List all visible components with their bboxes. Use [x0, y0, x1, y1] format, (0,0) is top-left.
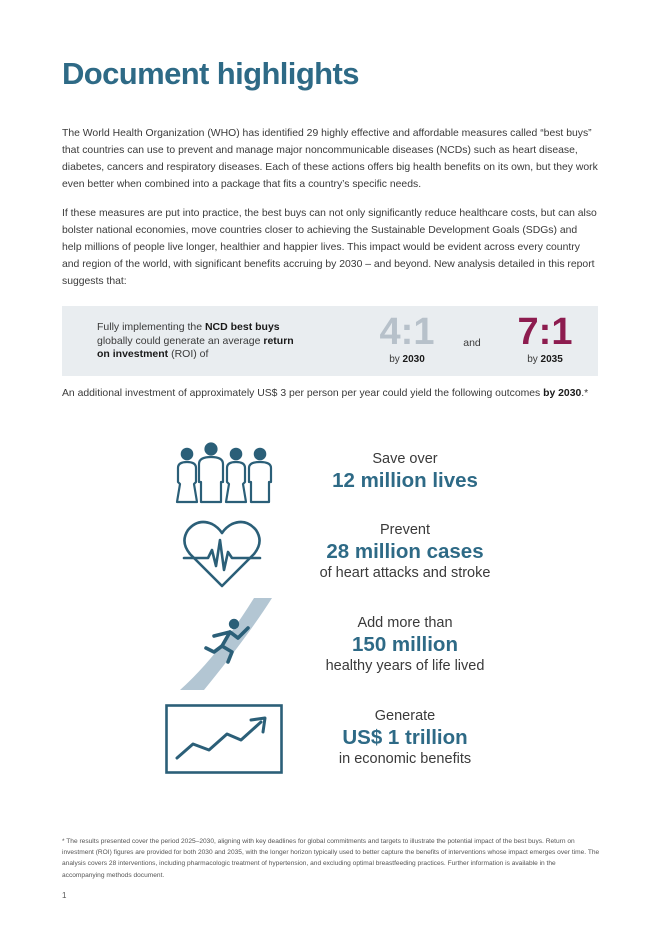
page-title: Document highlights	[62, 56, 359, 91]
by-label: by	[389, 354, 403, 365]
running-person-icon	[178, 596, 274, 692]
outcome-post-text: of heart attacks and stroke	[319, 565, 491, 581]
page-number: 1	[62, 891, 67, 900]
outcome-figure: 12 million lives	[332, 469, 478, 492]
roi-text-part: (ROI) of	[168, 348, 209, 360]
outcome-figure: 150 million	[352, 633, 458, 656]
roi-description	[97, 321, 302, 362]
heart-pulse-icon	[182, 518, 262, 592]
intro-paragraph-1: The World Health Organization (WHO) has identified 29 highly effective and affordable measures called “best buys” that countries can use to prevent and manage major noncommunicable diseases (NCDs) such as heart disease, diabetes, cancers and respiratory diseases. Each of these actions offers big health benefits on its own, but they work even better when combined into a package that fits a country’s specific needs.	[62, 128, 598, 190]
outcome-pre-text: Save over	[372, 451, 438, 467]
outcome-figure: 28 million cases	[326, 540, 484, 563]
footnote: * The results presented cover the period 2025–2030, aligning with key deadlines for global commitments and targets to illustrate the potential impact of the best buys. Return on investment (ROI) figures are provided for both 2030 and 2035, with the longer horizon typically used to better capture the benefits of interventions whose impact emerges over time. The analysis covers 28 interventions, including pharmacologic treatment of hypertension, and excluding optimal breastfeeding practices. Further information is available in the accompanying methods document.	[62, 838, 600, 879]
outcome-prevent-cases	[300, 521, 510, 583]
roi-year-2030	[368, 354, 446, 365]
year-label: 2030	[402, 354, 425, 365]
additional-bold-year: by 2030	[543, 388, 582, 399]
additional-investment-text	[62, 386, 602, 401]
year-label: 2035	[540, 354, 563, 365]
additional-suffix: .*	[581, 388, 589, 399]
intro-paragraph-2: If these measures are put into practice, the best buys can not only significantly reduce healthcare costs, but can also bolster national economies, move countries closer to achieving the Sustainable Development Goals (SDGs) and help millions of people live longer, healthier and happier lives. This impact would be evident across every country and region of the world, with significant benefits accruing by 2030 – and beyond. New analysis detailed in this report suggests that:	[62, 208, 597, 287]
roi-bold-return: return on investment	[97, 334, 294, 360]
trend-chart-icon	[165, 704, 283, 774]
outcome-pre-text: Prevent	[380, 522, 430, 538]
outcome-post-text: in economic benefits	[338, 751, 472, 767]
roi-bold-best-buys: NCD best buys	[204, 321, 280, 333]
people-icon	[170, 440, 276, 506]
roi-text-part: globally could generate an average	[97, 334, 264, 347]
additional-text: An additional investment of approximately US$ 3 per person per year could yield the following outcomes	[62, 388, 544, 399]
by-label: by	[527, 354, 541, 365]
roi-callout-box	[62, 306, 598, 376]
outcome-pre-text: Add more than	[357, 615, 453, 631]
outcome-healthy-years	[300, 614, 510, 676]
roi-and-label: and	[463, 337, 481, 349]
roi-text-part: Fully implementing the	[97, 321, 205, 333]
outcome-post-text: healthy years of life lived	[325, 658, 485, 674]
outcome-figure: US$ 1 trillion	[342, 726, 468, 749]
outcome-pre-text: Generate	[374, 708, 436, 724]
outcome-save-lives	[300, 450, 510, 493]
outcome-economic-benefits	[300, 707, 510, 769]
roi-ratio-2035: 7:1	[517, 311, 573, 353]
roi-year-2035	[506, 354, 584, 365]
roi-ratio-2030: 4:1	[379, 311, 435, 353]
